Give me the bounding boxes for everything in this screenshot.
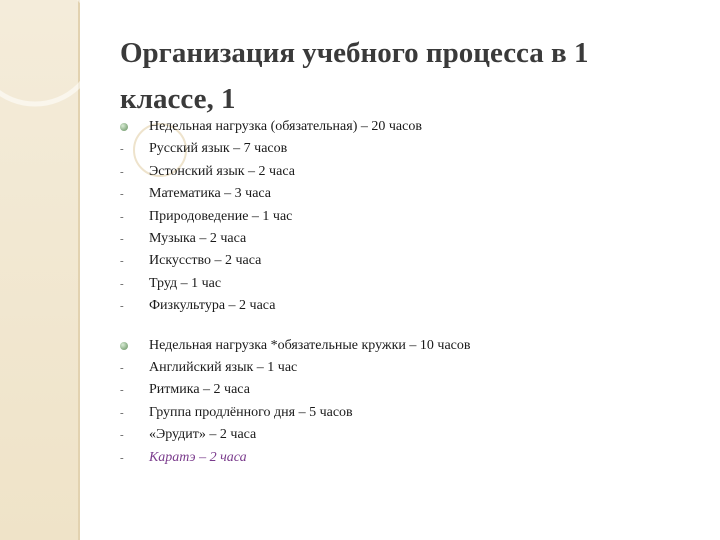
list-item bbox=[120, 228, 700, 250]
list-item-text: Эстонский язык – 2 часа bbox=[149, 163, 295, 179]
list-item-text: Природоведение – 1 час bbox=[149, 208, 293, 224]
list-item bbox=[120, 295, 700, 317]
dash-marker: - bbox=[120, 406, 124, 419]
list-item bbox=[120, 447, 700, 469]
list-item bbox=[120, 138, 700, 160]
dash-marker: - bbox=[120, 210, 124, 223]
dash-marker: - bbox=[120, 165, 124, 178]
list-item-text: Недельная нагрузка *обязательные кружки – 10 часов bbox=[149, 337, 471, 353]
dash-marker: - bbox=[120, 384, 124, 397]
list-item-text: Недельная нагрузка (обязательная) – 20 часов bbox=[149, 119, 422, 134]
dash-marker: - bbox=[120, 255, 124, 268]
list-item bbox=[120, 379, 700, 401]
dash-marker: - bbox=[120, 277, 124, 290]
list-item-text: «Эрудит» – 2 часа bbox=[149, 427, 257, 443]
list-item bbox=[120, 424, 700, 446]
dash-marker: - bbox=[120, 300, 124, 313]
list-item-text: Математика – 3 часа bbox=[149, 186, 272, 202]
list-item bbox=[120, 357, 700, 379]
dash-marker: - bbox=[120, 233, 124, 246]
list-item bbox=[120, 161, 700, 183]
list-item-text: Музыка – 2 часа bbox=[149, 231, 247, 247]
list-item-text: Каратэ – 2 часа bbox=[149, 449, 247, 465]
bullet-content bbox=[120, 116, 700, 469]
dash-marker: - bbox=[120, 362, 124, 375]
list-item bbox=[120, 250, 700, 272]
list-item-text: Группа продлённого дня – 5 часов bbox=[149, 404, 353, 420]
dash-marker: - bbox=[120, 188, 124, 201]
list-item-text: Английский язык – 1 час bbox=[149, 360, 298, 376]
list-item bbox=[120, 206, 700, 228]
list-item-text: Труд – 1 час bbox=[149, 275, 222, 291]
bullet-group bbox=[120, 335, 700, 469]
dash-marker: - bbox=[120, 451, 124, 464]
list-item-text: Искусство – 2 часа bbox=[149, 253, 262, 269]
bullet-group bbox=[120, 116, 700, 318]
list-item bbox=[120, 273, 700, 295]
dash-marker: - bbox=[120, 143, 124, 156]
slide-title: Организация учебного процесса в 1 классе, 1 bbox=[120, 37, 589, 115]
list-item-text: Ритмика – 2 часа bbox=[149, 382, 250, 398]
list-item bbox=[120, 183, 700, 205]
list-item bbox=[120, 402, 700, 424]
bullet-heading bbox=[120, 116, 700, 138]
list-item-text: Русский язык – 7 часов bbox=[149, 141, 288, 157]
bullet-heading bbox=[120, 335, 700, 357]
dash-marker: - bbox=[120, 429, 124, 442]
list-item-text: Физкультура – 2 часа bbox=[149, 298, 276, 314]
